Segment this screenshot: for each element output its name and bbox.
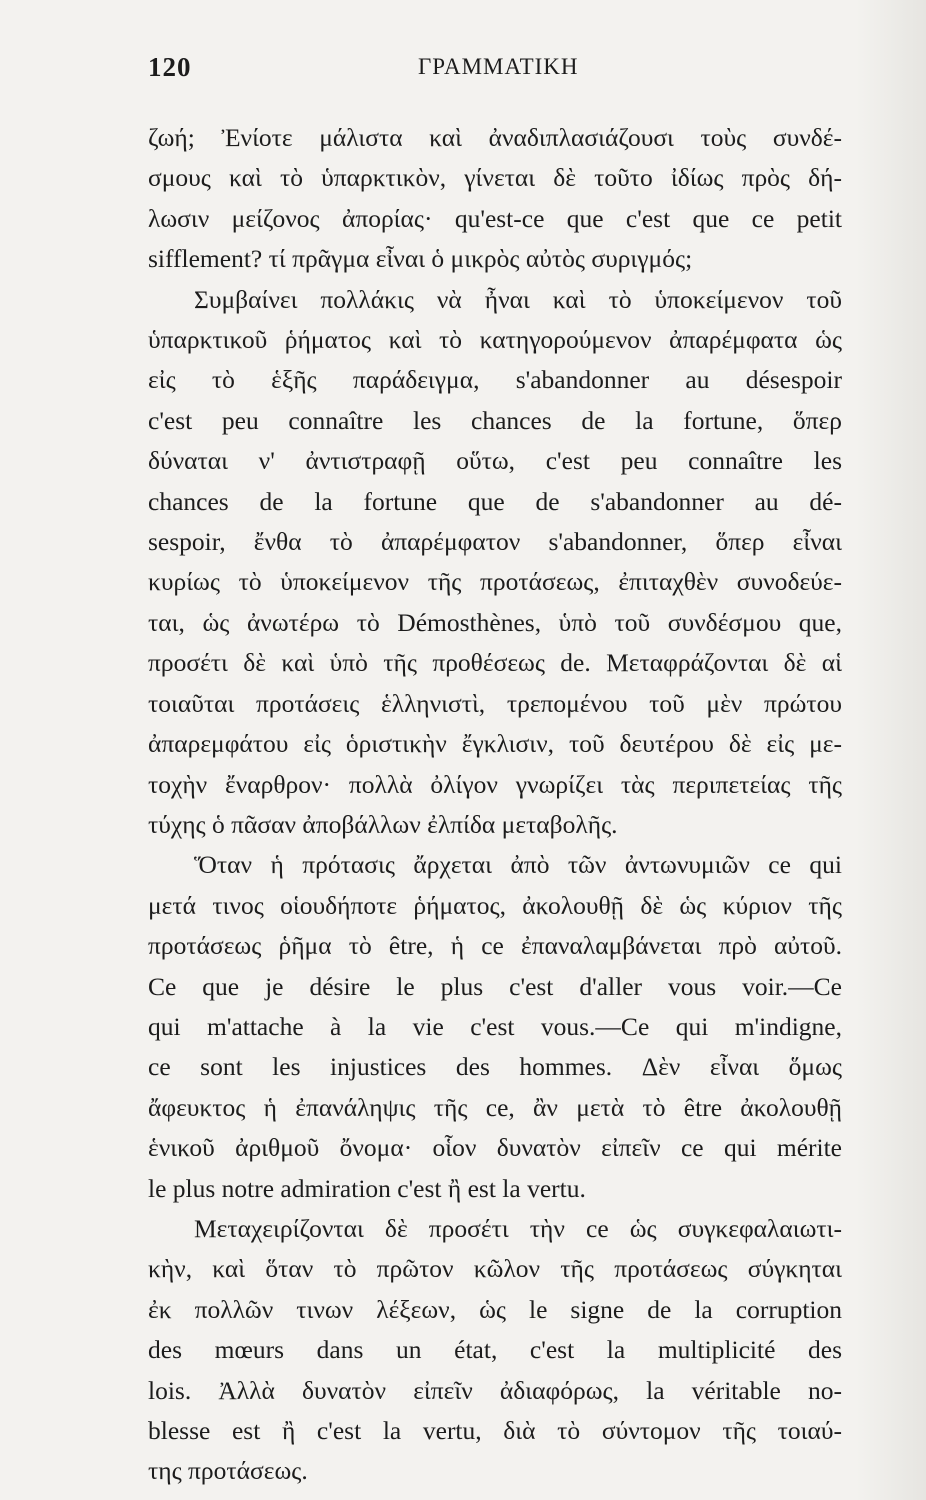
text-line: εἰς τὸ ἑξῆς παράδειγμα, s'abandonner au désespoir [148,365,842,395]
text-line: ζωή; Ἐνίοτε μάλιστα καὶ ἀναδιπλασιάζουσι τοὺς συνδέ- [148,123,842,152]
text-line: chances de la fortune que de s'abandonner au dé- [148,486,842,516]
text-line: ἀπαρεμφάτου εἰς ὁριστικὴν ἔγκλισιν, τοῦ δευτέρου δὲ εἰς με- [148,729,842,759]
text-line: ce sont les injustices des hommes. Δὲν εἶναι ὅμως [148,1052,842,1082]
text-line: des mœurs dans un état, c'est la multiplicité des [148,1335,842,1365]
text-line: qui m'attache à la vie c'est vous.—Ce qui m'indigne, [148,1011,842,1041]
text-line: μετά τινος οἱουδήποτε ῥήματος, ἀκολουθῇ δὲ ὡς κύριον τῆς [148,890,842,920]
text-line: Συμβαίνει πολλάκις νὰ ἦναι καὶ τὸ ὑποκείμενον τοῦ [194,284,842,314]
text-line: κὴν, καὶ ὅταν τὸ πρῶτον κῶλον τῆς προτάσεως σύγκηται [148,1254,842,1284]
text-line: c'est peu connaître les chances de la fortune, ὅπερ [148,405,842,435]
text-line: sifflement? τί πρᾶγμα εἶναι ὁ μικρὸς αὐτὸς συριγμός; [148,244,693,274]
text-line: ἐκ πολλῶν τινων λέξεων, ὡς le signe de la corruption [148,1294,842,1324]
paragraph-1 [148,118,842,280]
text-line: τοχὴν ἔναρθρον· πολλὰ ὀλίγον γνωρίζει τὰς περιπετείας τῆς [148,769,842,799]
text-line: της προτάσεως. [148,1456,308,1486]
running-title: ΓΡΑΜΜΑΤΙΚΗ [418,54,579,79]
text-line: σμους καὶ τὸ ὑπαρκτικὸν, γίνεται δὲ τοῦτο ἰδίως πρὸς δή- [148,163,842,193]
text-line: lois. Ἀλλὰ δυνατὸν εἰπεῖν ἀδιαφόρως, la véritable no- [148,1375,842,1405]
text-line: ἄφευκτος ἡ ἐπανάληψις τῆς ce, ἂν μετὰ τὸ être ἀκολουθῇ [148,1092,842,1122]
text-line: ἑνικοῦ ἀριθμοῦ ὄνομα· οἷον δυνατὸν εἰπεῖν ce qui mérite [148,1133,842,1163]
text-line: ται, ὡς ἀνωτέρω τὸ Démosthènes, ὑπὸ τοῦ συνδέσμου que, [148,607,842,637]
text-line: blesse est ἢ c'est la vertu, διὰ τὸ σύντομον τῆς τοιαύ- [148,1416,842,1445]
text-line: Ce que je désire le plus c'est d'aller vous voir.—Ce [148,971,842,1001]
paragraph-3 [148,845,842,1209]
body-text [148,118,842,1492]
text-line: κυρίως τὸ ὑποκείμενον τῆς προτάσεως, ἐπιταχθὲν συνοδεύε- [148,567,842,597]
text-line: τοιαῦται προτάσεις ἑλληνιστὶ, τρεπομένου τοῦ μὲν πρώτου [148,688,842,718]
text-line: sespoir, ἔνθα τὸ ἀπαρέμφατον s'abandonner, ὅπερ εἶναι [148,527,842,557]
text-line: προσέτι δὲ καὶ ὑπὸ τῆς προθέσεως de. Μεταφράζονται δὲ αἱ [148,648,842,678]
page-number: 120 [148,52,192,82]
text-line: Ὅταν ἡ πρότασις ἄρχεται ἀπὸ τῶν ἀντωνυμιῶν ce qui [194,850,842,880]
text-line: λωσιν μείζονος ἀπορίας· qu'est-ce que c'est que ce petit [148,203,842,233]
page-edge-shadow [856,0,926,1500]
text-line: ὑπαρκτικοῦ ῥήματος καὶ τὸ κατηγορούμενον ἀπαρέμφατα ὡς [148,325,842,355]
text-line: τύχης ὁ πᾶσαν ἀποβάλλων ἐλπίδα μεταβολῆς. [148,809,618,839]
text-line: le plus notre admiration c'est ἢ est la vertu. [148,1173,586,1203]
page-header [148,52,848,92]
paragraph-2 [148,280,842,846]
text-line: προτάσεως ῥῆμα τὸ être, ἡ ce ἐπαναλαμβάνεται πρὸ αὐτοῦ. [148,931,842,961]
text-line: Μεταχειρίζονται δὲ προσέτι τὴν ce ὡς συγκεφαλαιωτι- [194,1213,842,1243]
paragraph-4 [148,1209,842,1492]
text-line: δύναται ν' ἀντιστραφῇ οὕτω, c'est peu connaître les [148,446,842,476]
